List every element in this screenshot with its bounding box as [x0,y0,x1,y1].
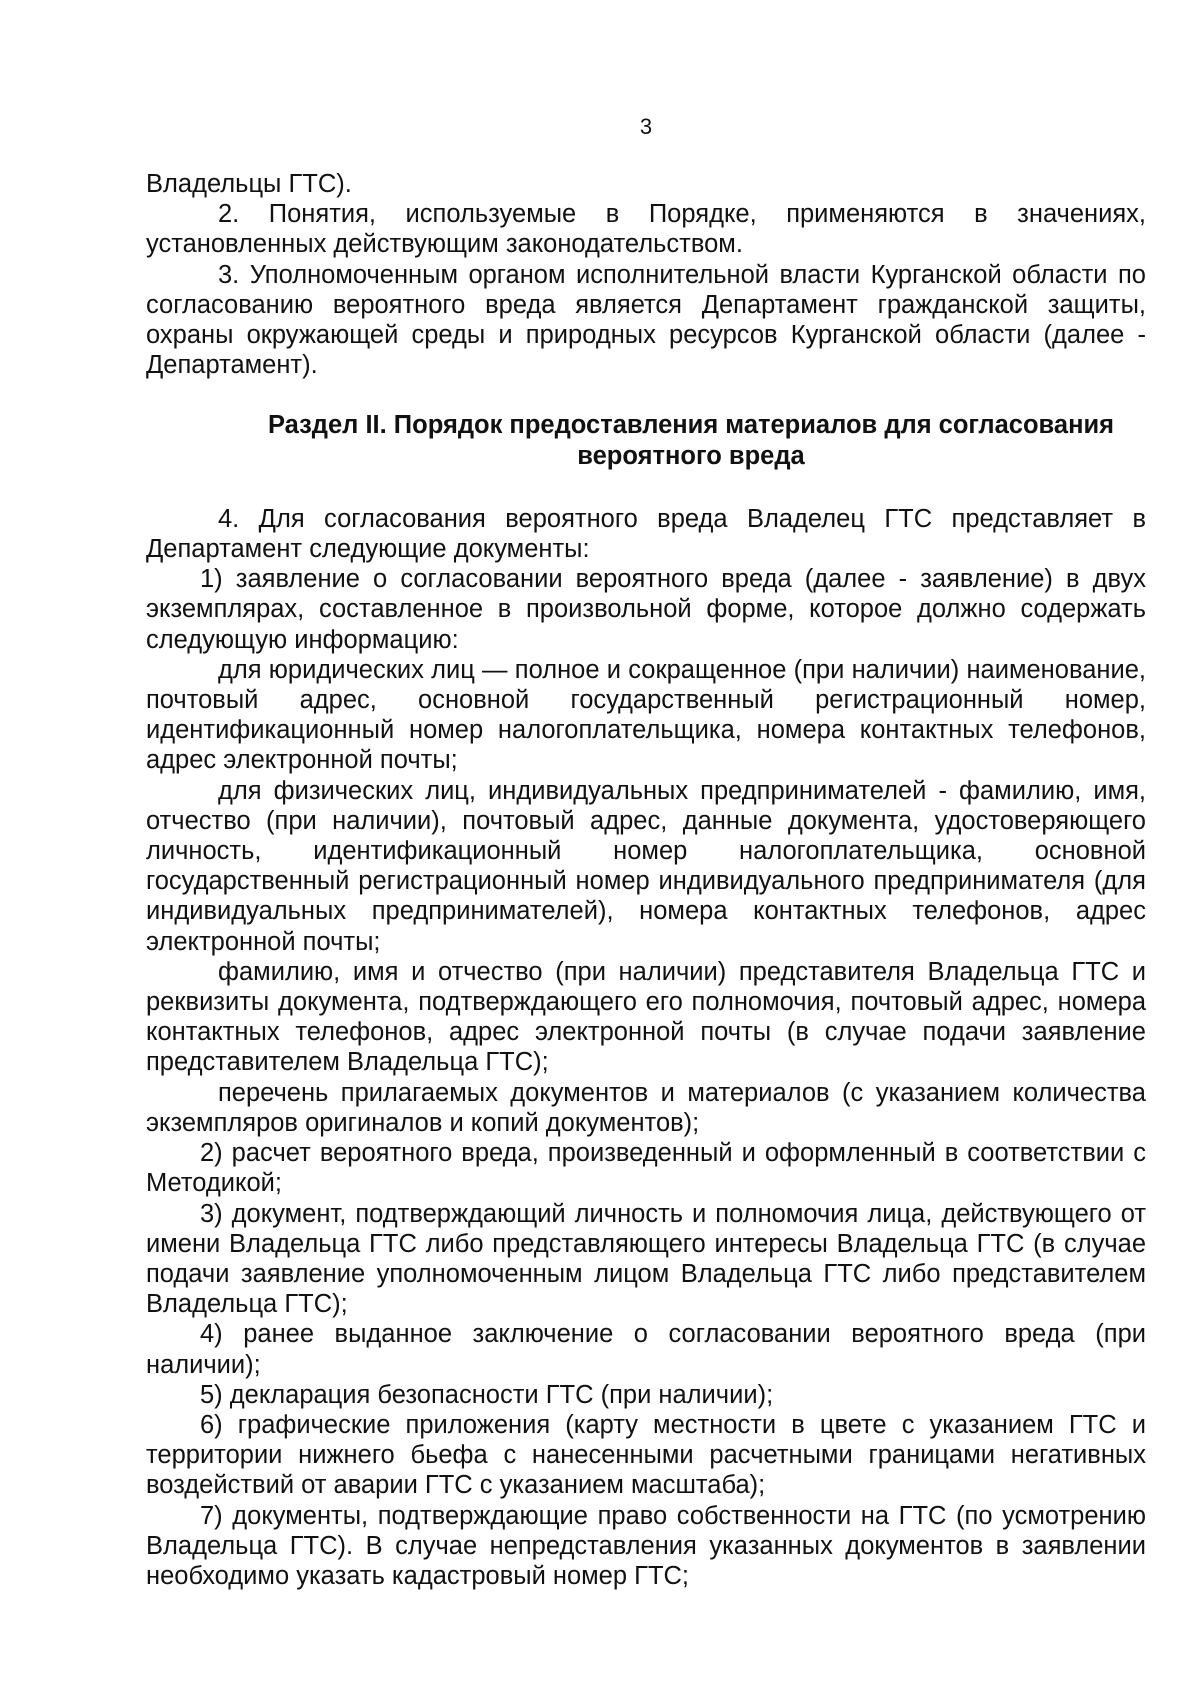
list-item-6: 6) графические приложения (карту местности в цвете с указанием ГТС и территории нижнего бьефа с нанесенными расчетными границами негативных воздействий от аварии ГТС с указанием масштаба); [146,1410,1146,1500]
paragraph-2: 2. Понятия, используемые в Порядке, применяются в значениях, установленных действующим законодательством. [146,200,1146,259]
list-subitem-representative: фамилию, имя и отчество (при наличии) представителя Владельца ГТС и реквизиты документа, подтверждающего его полномочия, почтовый адрес, номера контактных телефонов, адрес электронной почты (в случае подачи заявление представителем Владельца ГТС); [146,957,1146,1077]
document-page [146,0,1146,1697]
list-item-5: 5) декларация безопасности ГТС (при наличии); [200,1380,774,1409]
list-subitem-individuals: для физических лиц, индивидуальных предпринимателей - фамилию, имя, отчество (при наличии), почтовый адрес, данные документа, удостоверяющего личность, идентификационный номер налогоплательщика, основной государственный регистрационный номер индивидуального предпринимателя (для индивидуальных предпринимателей), номера контактных телефонов, адрес электронной почты; [146,776,1146,956]
page-number: 3 [639,114,653,139]
list-subitem-attachments: перечень прилагаемых документов и материалов (с указанием количества экземпляров оригиналов и копий документов); [146,1078,1146,1137]
paragraph-4: 4. Для согласования вероятного вреда Владелец ГТС представляет в Департамент следующие документы: [146,504,1146,564]
paragraph-3: 3. Уполномоченным органом исполнительной власти Курганской области по согласованию вероятного вреда является Департамент гражданской защиты, охраны окружающей среды и природных ресурсов Курганской области (далее - Департамент). [146,260,1146,380]
list-item-1: 1) заявление о согласовании вероятного вреда (далее - заявление) в двух экземплярах, составленное в произвольной форме, которое должно содержать следующую информацию: [146,565,1146,654]
list-item-2: 2) расчет вероятного вреда, произведенный и оформленный в соответствии с Методикой; [146,1139,1146,1198]
list-subitem-legal-entities: для юридических лиц — полное и сокращенное (при наличии) наименование, почтовый адрес, основной государственный регистрационный номер, идентификационный номер налогоплательщика, номера контактных телефонов, адрес электронной почты; [146,655,1146,775]
paragraph-continuation: Владельцы ГТС). [146,170,352,198]
list-item-3: 3) документ, подтверждающий личность и полномочия лица, действующего от имени Владельца ГТС либо представляющего интересы Владельца ГТС (в случае подачи заявление уполномоченным лицом Владельца ГТС либо представителем Владельца ГТС); [146,1199,1146,1319]
document-body [146,169,1146,1591]
list-item-4: 4) ранее выданное заключение о согласовании вероятного вреда (при наличии); [146,1320,1146,1379]
list-item-7: 7) документы, подтверждающие право собственности на ГТС (по усмотрению Владельца ГТС). В случае непредставления указанных документов в заявлении необходимо указать кадастровый номер ГТС; [146,1501,1146,1590]
section-heading: Раздел II. Порядок предоставления материалов для согласования вероятного вреда [267,411,1115,470]
